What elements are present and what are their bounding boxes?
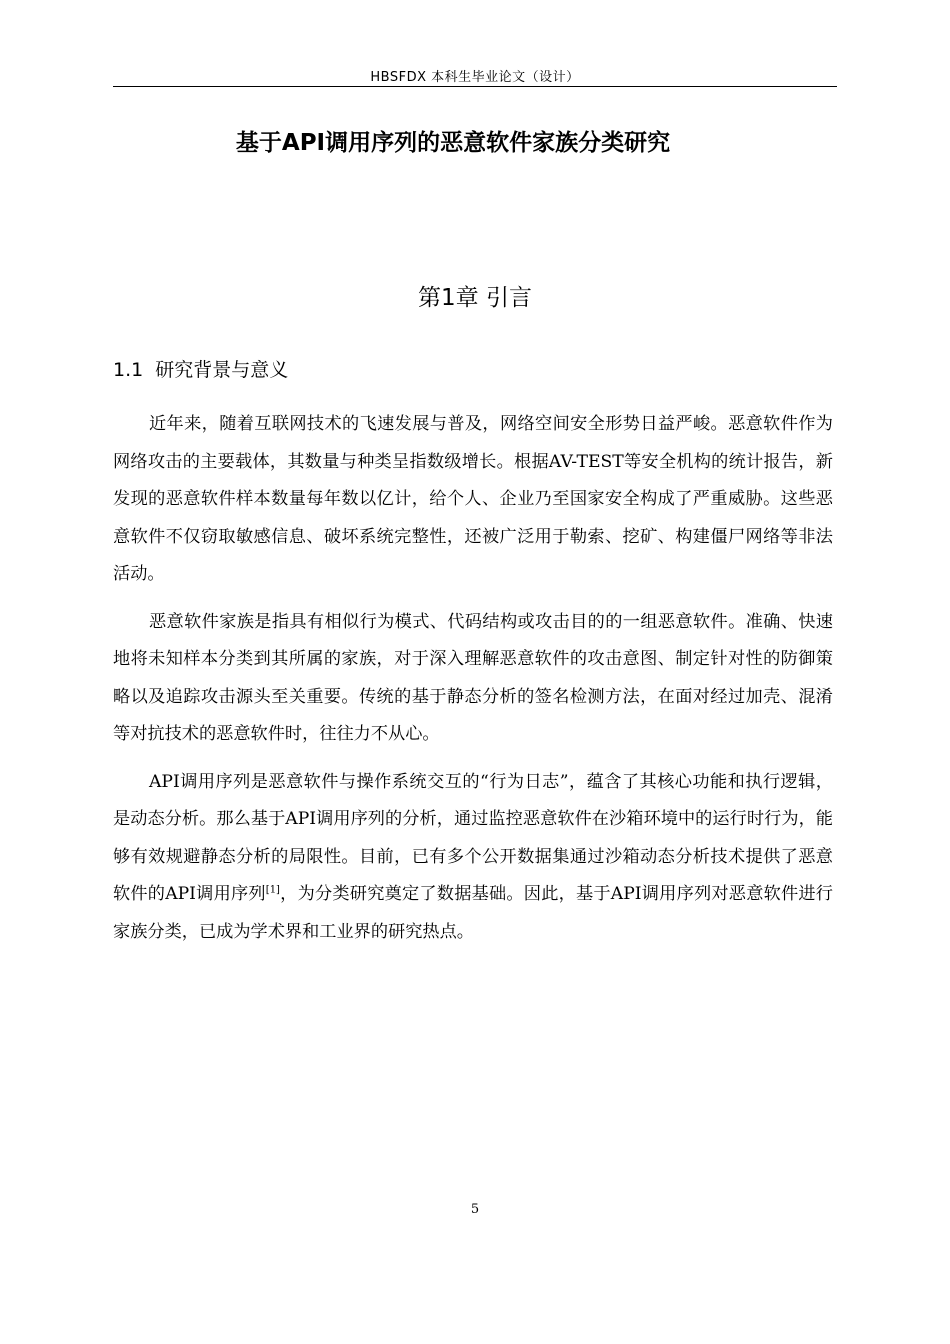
chapter-heading: 第1章 引言 xyxy=(418,285,532,311)
page-number: 5 xyxy=(470,1202,480,1217)
paragraph-1: 近年来，随着互联网技术的飞速发展与普及，网络空间安全形势日益严峻。恶意软件作为网络攻击的主要载体，其数量与种类呈指数级增长。根据AV-TEST等安全机构的统计报告，新发现的恶意软件样本数量每年数以亿计，给个人、企业乃至国家安全构成了严重威胁。这些恶意软件不仅窃取敏感信息、破坏系统完整性，还被广泛用于勒索、挖矿、构建僵尸网络等非法活动。 xyxy=(113,414,833,584)
document-title: 基于API调用序列的恶意软件家族分类研究 xyxy=(235,130,671,156)
section-heading: 1.1 研究背景与意义 xyxy=(113,359,289,381)
paragraph-3 xyxy=(113,764,833,952)
running-header: HBSFDX 本科生毕业论文（设计） xyxy=(370,70,580,85)
body-text xyxy=(113,406,833,961)
citation-marker[interactable]: [1] xyxy=(265,884,280,896)
header-divider xyxy=(113,86,837,87)
paragraph-3-text-b: ，为分类研究奠定了数据基础。因此，基于API调用序列对恶意软件进行家族分类，已成为学术界和工业界的研究热点。 xyxy=(113,884,833,942)
paragraph-2: 恶意软件家族是指具有相似行为模式、代码结构或攻击目的的一组恶意软件。准确、快速地将未知样本分类到其所属的家族，对于深入理解恶意软件的攻击意图、制定针对性的防御策略以及追踪攻击源头至关重要。传统的基于静态分析的签名检测方法，在面对经过加壳、混淆等对抗技术的恶意软件时，往往力不从心。 xyxy=(113,611,833,744)
paragraph-3-text-a: API调用序列是恶意软件与操作系统交互的“行为日志”，蕴含了其核心功能和执行逻辑，是动态分析。那么基于API调用序列的分析，通过监控恶意软件在沙箱环境中的运行时行为，能够有效规避静态分析的局限性。目前，已有多个公开数据集通过沙箱动态分析技术提供了恶意软件的API调用序列 xyxy=(113,771,833,904)
